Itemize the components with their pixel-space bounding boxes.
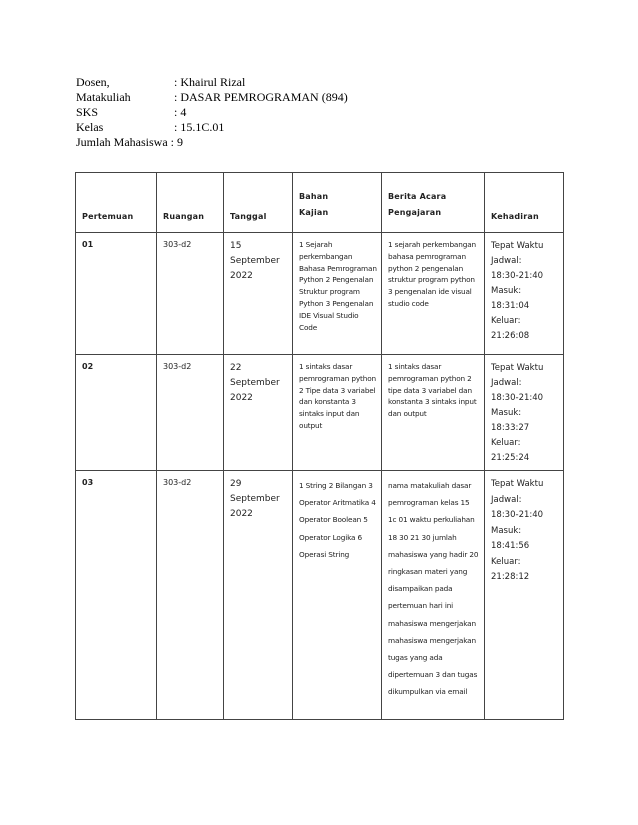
ruangan-cell: 303-d2 xyxy=(157,355,224,471)
tepat-waktu-label: Tepat Waktu xyxy=(491,241,544,251)
matakuliah-row xyxy=(76,90,348,105)
tanggal-month: September xyxy=(230,494,280,504)
tanggal-cell xyxy=(224,355,293,471)
keluar-value: 21:28:12 xyxy=(491,572,530,582)
keluar-label: Keluar: xyxy=(491,316,521,326)
pertemuan-cell: 03 xyxy=(76,471,157,720)
tanggal-cell xyxy=(224,471,293,720)
matakuliah-value: : DASAR PEMROGRAMAN (894) xyxy=(174,90,348,104)
jadwal-label: Jadwal: xyxy=(491,378,522,388)
keluar-value: 21:25:24 xyxy=(491,453,530,463)
keluar-label: Keluar: xyxy=(491,556,521,567)
header-pertemuan: Pertemuan xyxy=(76,173,157,233)
table-row xyxy=(76,355,564,471)
kelas-value: : 15.1C.01 xyxy=(174,120,225,134)
dosen-label: Dosen, xyxy=(76,75,110,89)
table-header-row xyxy=(76,173,564,233)
tepat-waktu-label: Tepat Waktu xyxy=(491,479,544,489)
kehadiran-cell xyxy=(485,233,564,355)
tanggal-cell xyxy=(224,233,293,355)
bahan-kajian-cell: 1 Sejarah perkembangan Bahasa Pemrograman Python 2 Pengenalan Struktur program Python 3 Pengenalan IDE Visual Studio Code xyxy=(293,233,382,355)
course-info-header xyxy=(76,75,348,150)
sks-row xyxy=(76,105,348,120)
jadwal-label: Jadwal: xyxy=(491,256,522,266)
header-berita-acara xyxy=(382,173,485,233)
dosen-row xyxy=(76,75,348,90)
masuk-label: Masuk: xyxy=(491,286,522,296)
tanggal-year: 2022 xyxy=(230,509,253,519)
matakuliah-label: Matakuliah xyxy=(76,90,131,104)
header-bahan-line2: Kajian xyxy=(299,208,329,217)
bahan-kajian-cell: 1 sintaks dasar pemrograman python 2 Tipe data 3 variabel dan konstanta 3 sintaks input dan output xyxy=(293,355,382,471)
berita-acara-cell: 1 sintaks dasar pemrograman python 2 tipe data 3 variabel dan konstanta 3 sintaks input dan output xyxy=(382,355,485,471)
ruangan-cell: 303-d2 xyxy=(157,471,224,720)
attendance-table xyxy=(75,172,564,720)
keluar-value: 21:26:08 xyxy=(491,331,530,341)
masuk-label: Masuk: xyxy=(491,525,522,536)
header-berita-line2: Pengajaran xyxy=(388,208,442,217)
tanggal-month: September xyxy=(230,378,280,388)
kelas-label: Kelas xyxy=(76,120,104,134)
header-berita-line1: Berita Acara xyxy=(388,192,447,201)
tanggal-day: 29 xyxy=(230,479,242,489)
masuk-value: 18:33:27 xyxy=(491,423,530,433)
tanggal-day: 22 xyxy=(230,363,242,373)
header-tanggal: Tanggal xyxy=(224,173,293,233)
jumlah-mahasiswa-label: Jumlah Mahasiswa xyxy=(76,135,168,149)
berita-acara-cell: 1 sejarah perkembangan bahasa pemrograman python 2 pengenalan struktur program python 3 pengenalan ide visual studio code xyxy=(382,233,485,355)
jadwal-value: 18:30-21:40 xyxy=(491,393,544,403)
sks-value: : 4 xyxy=(174,105,187,119)
pertemuan-cell: 01 xyxy=(76,233,157,355)
tanggal-year: 2022 xyxy=(230,271,253,281)
tanggal-month: September xyxy=(230,256,280,266)
table-row xyxy=(76,471,564,720)
kelas-row xyxy=(76,120,348,135)
jumlah-mahasiswa-value: : 9 xyxy=(170,135,183,149)
bahan-kajian-cell: 1 String 2 Bilangan 3 Operator Aritmatika 4 Operator Boolean 5 Operator Logika 6 Operasi String xyxy=(293,471,382,720)
berita-acara-cell: nama matakuliah dasar pemrograman kelas 15 1c 01 waktu perkuliahan 18 30 21 30 jumlah mahasiswa yang hadir 20 ringkasan materi yang disampaikan pada pertemuan hari ini mahasiswa mengerjakan mahasiswa mengerjakan tugas yang ada dipertemuan 3 dan tugas dikumpulkan via email xyxy=(382,471,485,720)
jadwal-value: 18:30-21:40 xyxy=(491,271,544,281)
pertemuan-cell: 02 xyxy=(76,355,157,471)
tanggal-year: 2022 xyxy=(230,393,253,403)
masuk-label: Masuk: xyxy=(491,408,522,418)
kehadiran-cell xyxy=(485,471,564,720)
jadwal-label: Jadwal: xyxy=(491,494,522,505)
tepat-waktu-label: Tepat Waktu xyxy=(491,363,544,373)
jadwal-value: 18:30-21:40 xyxy=(491,510,544,520)
header-bahan-kajian xyxy=(293,173,382,233)
masuk-value: 18:31:04 xyxy=(491,301,530,311)
masuk-value: 18:41:56 xyxy=(491,541,530,551)
header-kehadiran: Kehadiran xyxy=(485,173,564,233)
header-bahan-line1: Bahan xyxy=(299,192,329,201)
keluar-label: Keluar: xyxy=(491,438,521,448)
jumlah-mahasiswa-row xyxy=(76,135,348,150)
ruangan-cell: 303-d2 xyxy=(157,233,224,355)
kehadiran-cell xyxy=(485,355,564,471)
tanggal-day: 15 xyxy=(230,241,242,251)
dosen-value: : Khairul Rizal xyxy=(174,75,246,89)
table-row xyxy=(76,233,564,355)
header-ruangan: Ruangan xyxy=(157,173,224,233)
sks-label: SKS xyxy=(76,105,99,119)
